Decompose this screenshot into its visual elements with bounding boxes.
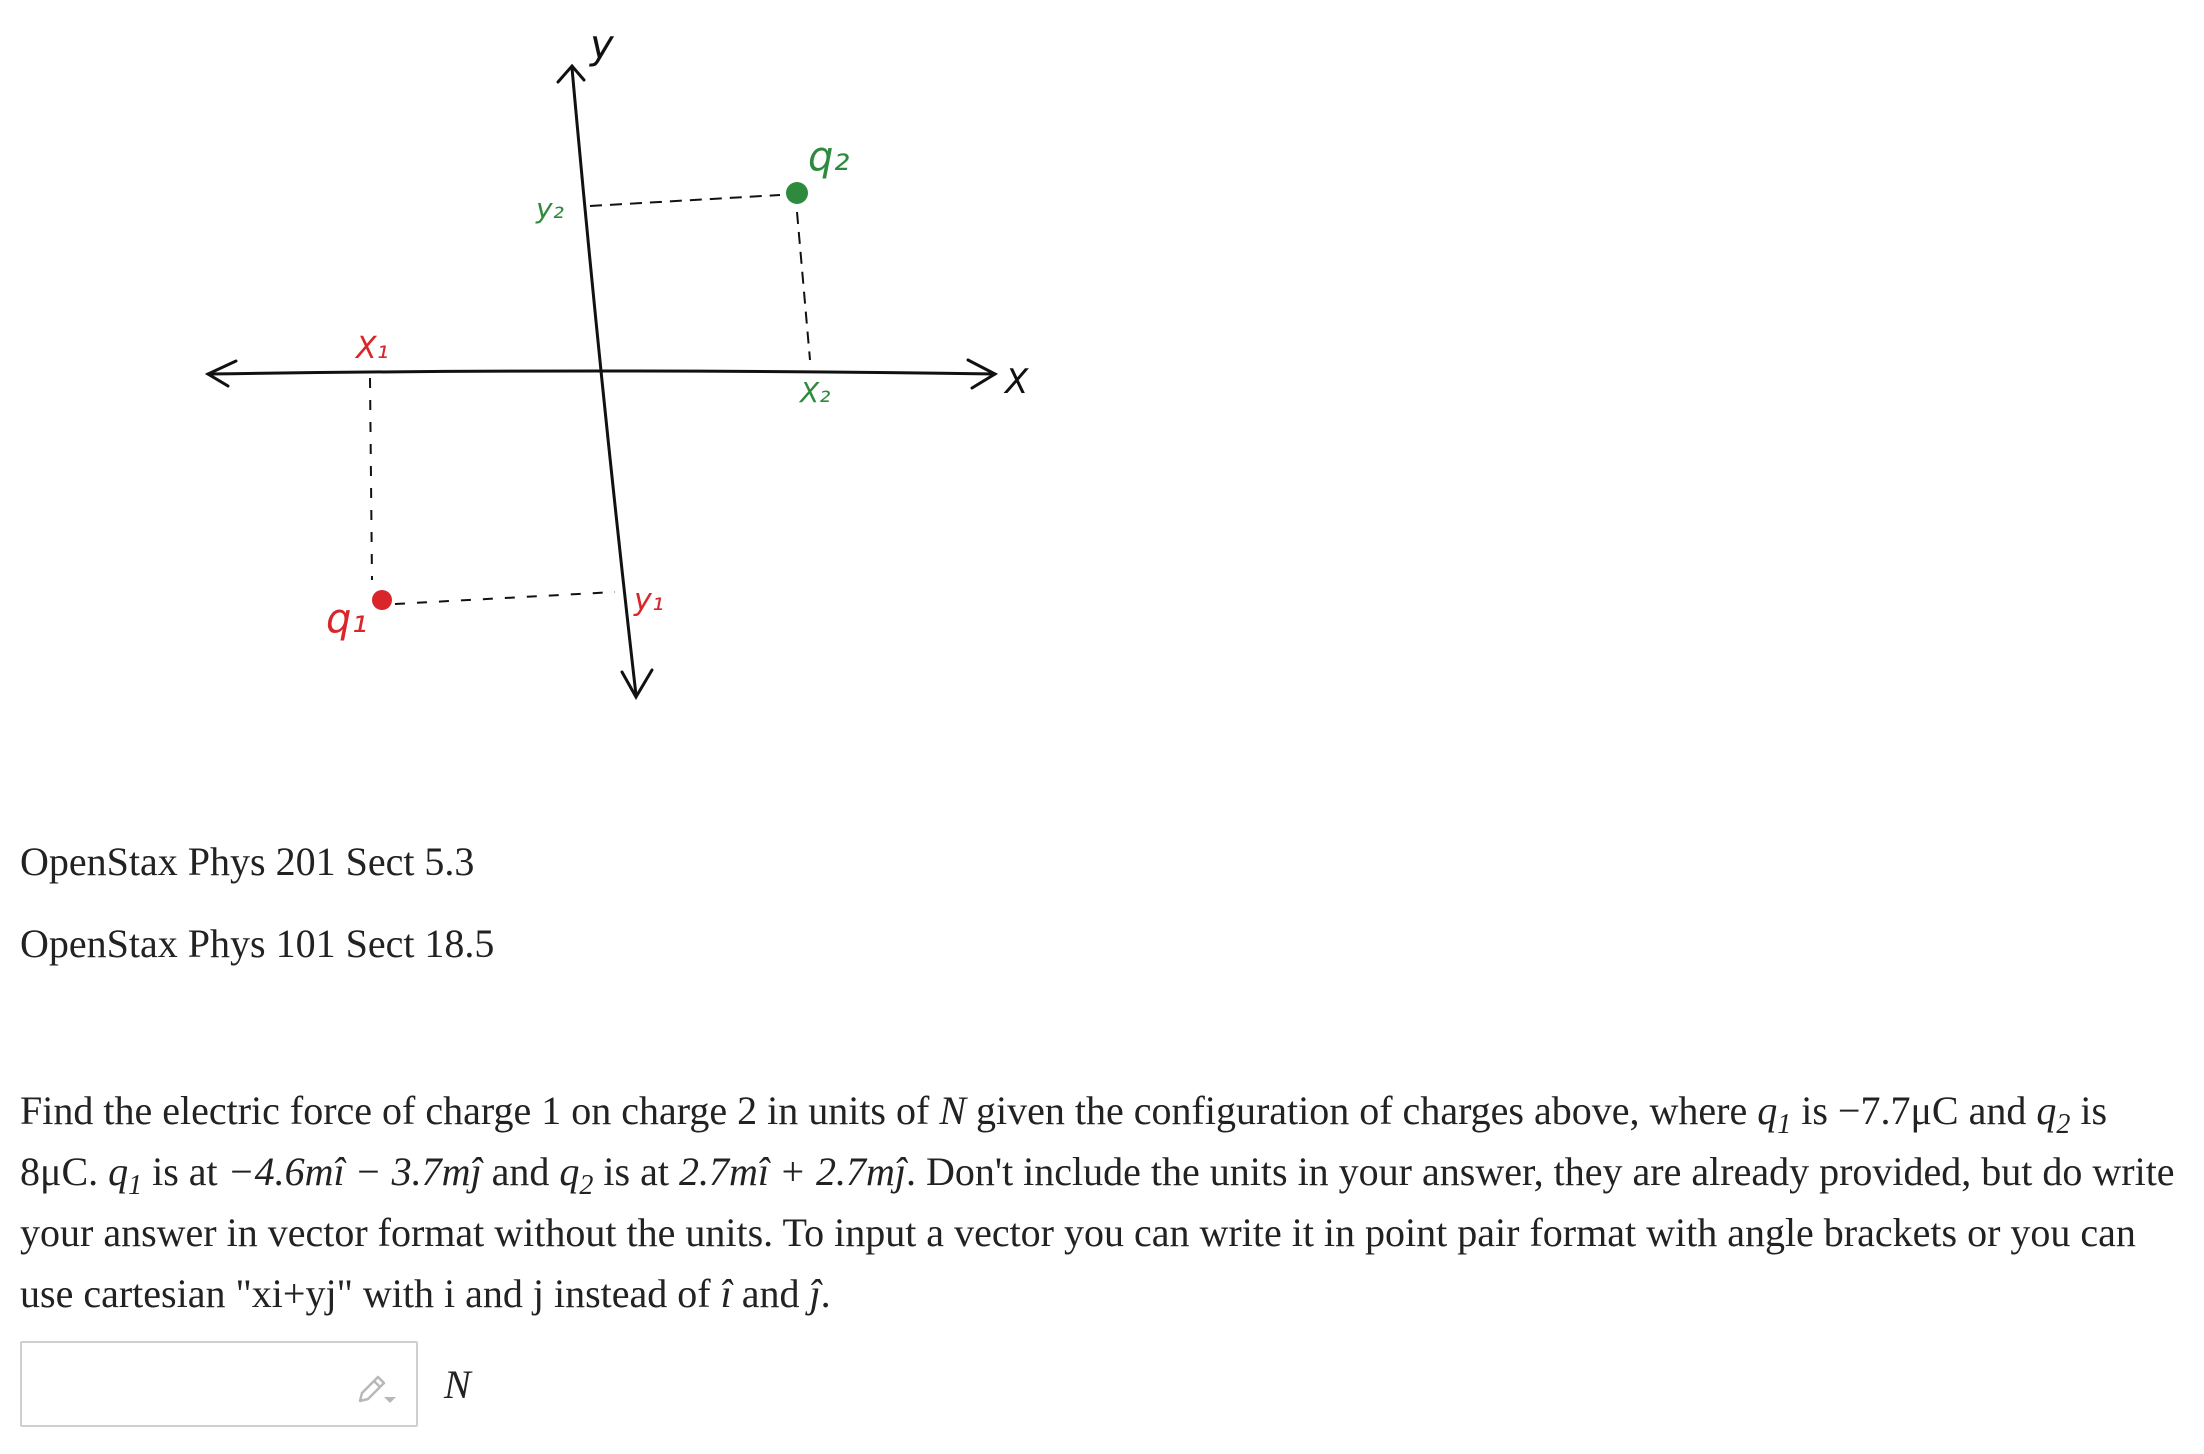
problem-text: is at (593, 1149, 679, 1194)
source-reference-1: OpenStax Phys 201 Sect 5.3 (20, 839, 475, 884)
problem-text: Find the electric force of charge 1 on charge 2 in units of (20, 1088, 940, 1133)
q2-label: q₂ (808, 134, 850, 180)
problem-text: . (88, 1149, 109, 1194)
unit-symbol: N (939, 1088, 967, 1133)
answer-unit-label: N (444, 1361, 471, 1407)
y-axis-label: y (590, 22, 614, 68)
q2-value: 8μC (20, 1149, 89, 1194)
answer-box[interactable] (20, 1341, 418, 1427)
answer-input[interactable] (32, 1353, 356, 1417)
answer-row (20, 1340, 471, 1428)
q2-charge (786, 182, 808, 204)
charge-diagram (0, 0, 1100, 740)
problem-text: and (1958, 1088, 2037, 1133)
x-axis-label: X (1005, 362, 1029, 402)
q1-position: −4.6mî − 3.7mĵ (227, 1149, 482, 1194)
problem-text: given the configuration of charges above, where (966, 1088, 1758, 1133)
y1-label: y₁ (634, 583, 664, 618)
x1-label: X₁ (356, 331, 389, 366)
problem-text: is (1791, 1088, 1838, 1133)
q2-symbol: $q_2$ (2036, 1088, 2071, 1140)
problem-text: . Don't include the units in your answer, they are already provided, but do write your answer in vector format without the units. To input a vector you can write it in point pair format with angle brackets or you can use cartesian "xi+yj" with i and j instead of (20, 1149, 2175, 1316)
q2-symbol: $q_2$ (559, 1149, 594, 1201)
problem-text: is at (142, 1149, 228, 1194)
q1-guides (370, 378, 615, 604)
problem-text: and (481, 1149, 560, 1194)
q1-symbol: $q_1$ (1757, 1088, 1792, 1140)
q2-position: 2.7mî + 2.7mĵ (678, 1149, 906, 1194)
problem-text: . (820, 1271, 831, 1316)
problem-statement (20, 1080, 2190, 1324)
x2-label: X₂ (800, 376, 831, 409)
q2-guides (590, 195, 810, 360)
i-hat-symbol: î (720, 1271, 732, 1316)
q1-label: q₁ (326, 596, 368, 642)
problem-text: and (731, 1271, 810, 1316)
problem-text: is (2070, 1088, 2108, 1133)
pencil-icon[interactable] (354, 1369, 398, 1405)
q1-value: −7.7μC (1837, 1088, 1959, 1133)
y2-label: y₂ (536, 192, 564, 225)
j-hat-symbol: ĵ (809, 1271, 821, 1316)
q1-symbol: $q_1$ (108, 1149, 143, 1201)
q1-charge (372, 590, 392, 610)
source-reference-2: OpenStax Phys 101 Sect 18.5 (20, 921, 495, 966)
